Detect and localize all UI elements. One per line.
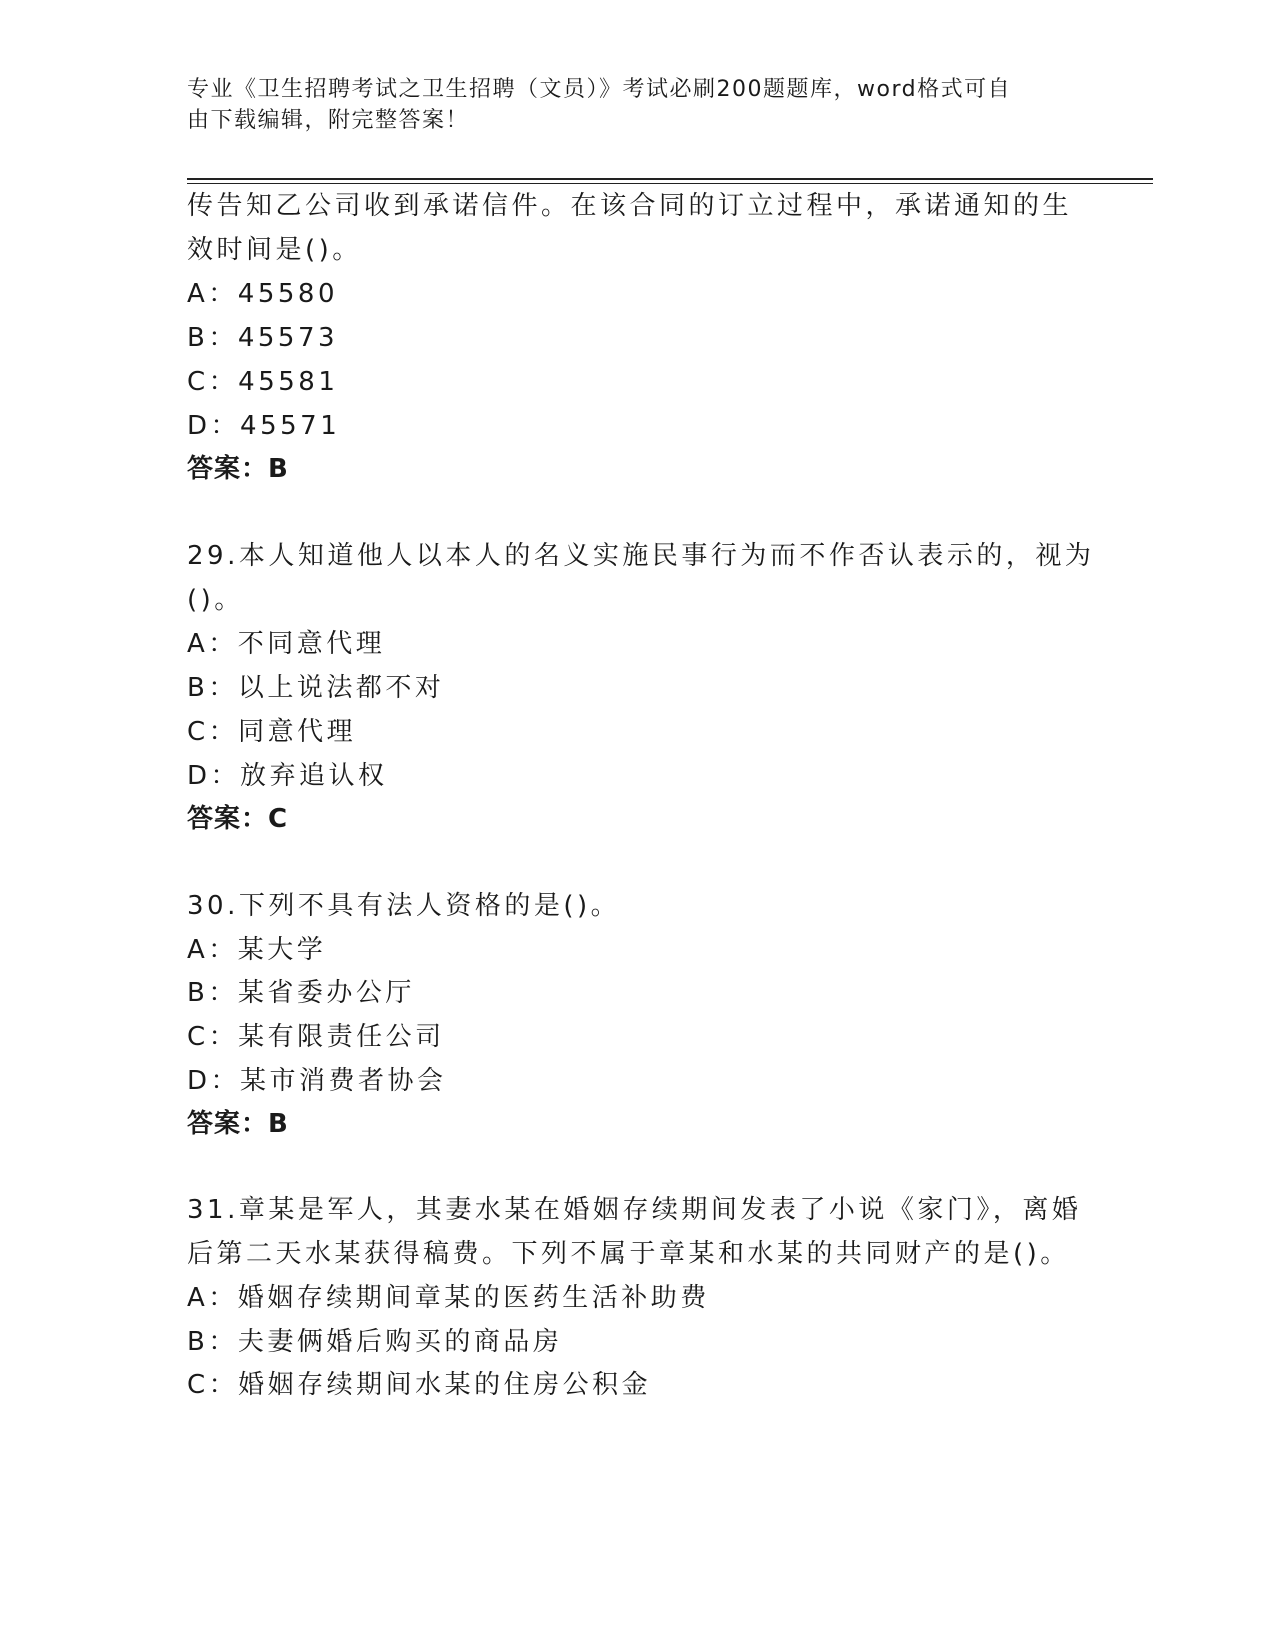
q30-option-a: A：某大学 xyxy=(187,935,327,965)
header-line-2: 由下载编辑，附完整答案！ xyxy=(187,108,470,133)
header-line-1: 专业《卫生招聘考试之卫生招聘（文员）》考试必刷200题题库，word格式可自 xyxy=(187,77,1012,102)
q28-stem-line-1: 传告知乙公司收到承诺信件。在该合同的订立过程中，承诺通知的生 xyxy=(187,191,1073,221)
q29-option-d: D：放弃追认权 xyxy=(187,761,388,791)
q31-stem-line-1: 31.章某是军人，其妻水某在婚姻存续期间发表了小说《家门》，离婚 xyxy=(187,1195,1082,1225)
q28-answer: 答案：B xyxy=(187,454,289,484)
q29-option-c: C：同意代理 xyxy=(187,717,357,747)
q29-stem-line-2: ()。 xyxy=(187,585,244,615)
q29-option-a: A：不同意代理 xyxy=(187,629,386,659)
q30-answer: 答案：B xyxy=(187,1109,289,1139)
q29-option-b: B：以上说法都不对 xyxy=(187,673,445,703)
header-divider-thin xyxy=(187,183,1153,184)
q28-option-d: D：45571 xyxy=(187,411,341,441)
document-header xyxy=(187,74,1087,136)
q28-stem-line-2: 效时间是()。 xyxy=(187,235,362,265)
q30-option-b: B：某省委办公厅 xyxy=(187,978,415,1008)
q28-option-b: B：45573 xyxy=(187,323,339,353)
header-divider xyxy=(187,178,1153,180)
q28-option-c: C：45581 xyxy=(187,367,339,397)
q31-option-c: C：婚姻存续期间水某的住房公积金 xyxy=(187,1370,652,1400)
q30-option-d: D：某市消费者协会 xyxy=(187,1066,447,1096)
q29-stem-line-1: 29.本人知道他人以本人的名义实施民事行为而不作否认表示的，视为 xyxy=(187,541,1095,571)
q29-answer: 答案：C xyxy=(187,804,289,834)
q31-option-b: B：夫妻俩婚后购买的商品房 xyxy=(187,1327,563,1357)
q31-stem-line-2: 后第二天水某获得稿费。下列不属于章某和水某的共同财产的是()。 xyxy=(187,1239,1070,1269)
q30-stem-line-1: 30.下列不具有法人资格的是()。 xyxy=(187,891,621,921)
q28-option-a: A：45580 xyxy=(187,279,338,309)
q31-option-a: A：婚姻存续期间章某的医药生活补助费 xyxy=(187,1283,710,1313)
q30-option-c: C：某有限责任公司 xyxy=(187,1022,445,1052)
